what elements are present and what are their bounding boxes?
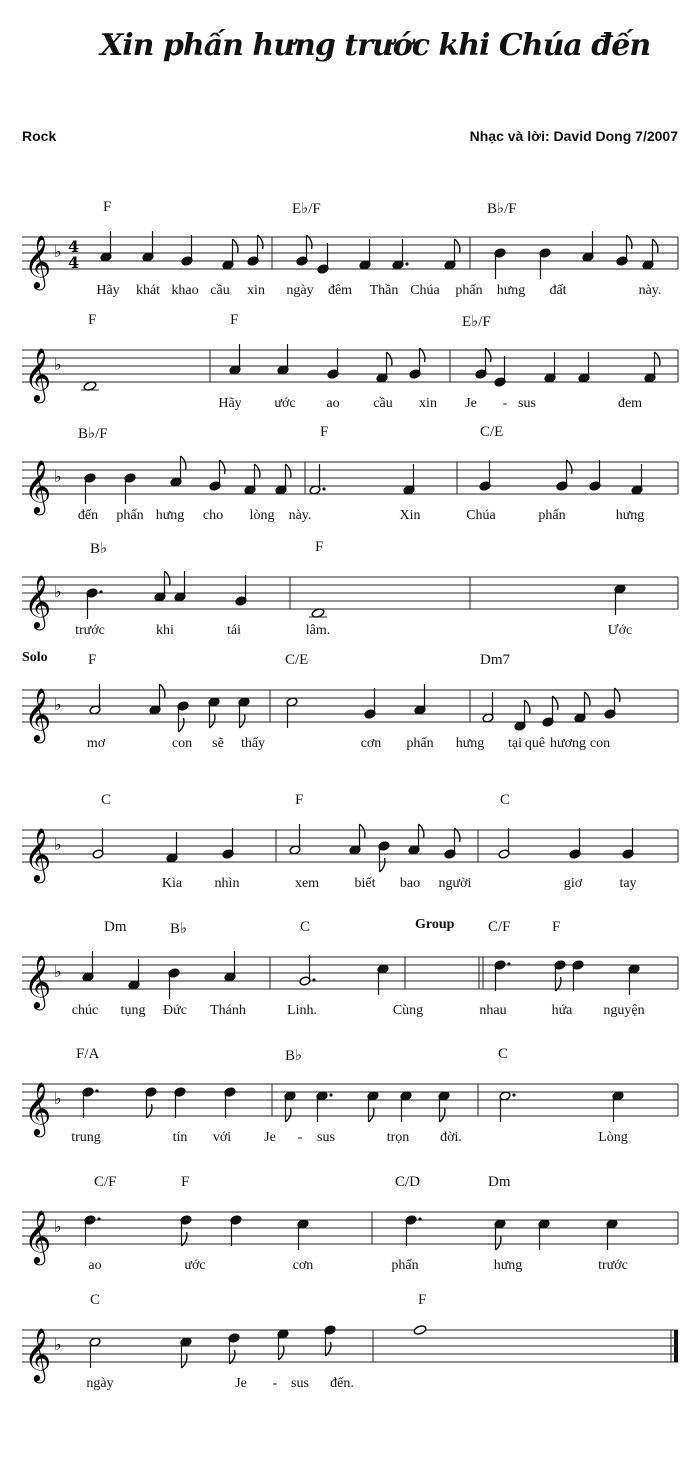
lyric-syllable: Je: [235, 1376, 247, 1391]
note: [128, 959, 140, 990]
lyric-syllable: khao: [171, 283, 199, 298]
treble-clef-icon: 𝄞: [24, 347, 52, 401]
note: [494, 248, 506, 279]
lyric-syllable: phấn: [538, 508, 566, 523]
lyric-syllable: cầu: [373, 396, 393, 411]
lyric-syllable: xin: [419, 396, 437, 411]
song-title: [100, 22, 651, 112]
lyric-syllable: hưng: [615, 508, 645, 523]
note: [222, 239, 238, 270]
note: [82, 1087, 99, 1118]
note: [275, 464, 291, 495]
note: [622, 828, 634, 859]
lyric-syllable: xin: [247, 283, 265, 298]
lyric-syllable: tín: [172, 1130, 188, 1145]
lyric-syllable: hưng: [455, 736, 485, 751]
lyric-syllable: phấn: [455, 283, 483, 298]
note: [642, 239, 658, 270]
note: [614, 584, 626, 615]
lyric-syllable: ngày: [86, 1376, 114, 1391]
note: [499, 1091, 516, 1122]
note: [377, 964, 389, 995]
key-signature-flat-icon: ♭: [54, 962, 62, 981]
note: [498, 828, 510, 859]
note: [174, 1087, 186, 1118]
chord-symbol: E♭/F: [462, 314, 491, 330]
note: [349, 824, 365, 855]
lyric-syllable: này.: [638, 283, 662, 298]
chord-symbol: C/E: [285, 652, 309, 668]
lyric-syllable: sus: [317, 1130, 335, 1145]
note: [631, 464, 643, 495]
note: [494, 356, 506, 387]
key-signature-flat-icon: ♭: [54, 355, 62, 374]
note: [277, 1329, 289, 1360]
note: [367, 1091, 379, 1122]
lyric-syllable: quê: [524, 736, 546, 751]
lyric-syllable: hưng: [155, 508, 185, 523]
song-title-text: Xin phấn hưng trước khi Chúa đến: [100, 28, 651, 63]
note: [494, 1219, 506, 1250]
note: [554, 960, 566, 991]
lyric-syllable: Hãy: [218, 396, 242, 411]
staff-svg: [0, 1180, 700, 1305]
chord-symbol: F: [230, 312, 239, 328]
time-signature: 4: [68, 237, 80, 256]
lyric-syllable: tái: [227, 623, 241, 638]
chord-symbol: C/F: [488, 919, 511, 935]
treble-clef-icon: 𝄞: [24, 574, 52, 628]
lyric-syllable: Ước: [607, 623, 633, 638]
note: [444, 239, 460, 270]
time-signature: 4: [68, 253, 80, 272]
note: [606, 1219, 618, 1250]
note: [544, 352, 556, 383]
chord-symbol: C: [500, 792, 511, 808]
lyric-syllable: Đức: [163, 1003, 187, 1018]
lyric-syllable: tại: [508, 736, 522, 751]
key-signature-flat-icon: ♭: [54, 582, 62, 601]
note: [408, 824, 424, 855]
lyric-syllable: này.: [288, 508, 312, 523]
lyric-syllable: hưng: [493, 1258, 523, 1273]
treble-clef-icon: 𝄞: [24, 827, 52, 881]
chord-symbol: C: [498, 1046, 509, 1062]
lyric-syllable: bao: [399, 876, 421, 891]
chord-symbol: B♭/F: [78, 426, 108, 442]
note: [86, 588, 103, 619]
note: [222, 828, 234, 859]
staff-system: [0, 650, 700, 783]
staff-system: [0, 424, 700, 555]
section-marker: Group: [415, 917, 455, 932]
lyric-syllable: Hãy: [96, 283, 120, 298]
staff-system: [0, 199, 700, 330]
lyric-syllable: trọn: [386, 1130, 410, 1145]
note: [403, 464, 415, 495]
note: [277, 344, 289, 375]
note: [289, 824, 301, 855]
note: [514, 700, 530, 731]
note: [149, 684, 165, 715]
treble-clef-icon: 𝄞: [24, 1327, 52, 1381]
lyric-syllable: người: [438, 876, 472, 891]
note: [376, 352, 392, 383]
lyric-syllable: phấn: [116, 508, 144, 523]
note: [297, 1219, 309, 1250]
lyric-syllable: cầu: [210, 283, 230, 298]
note: [309, 464, 326, 495]
chord-symbol: C/D: [395, 1174, 421, 1190]
lyric-syllable: đêm: [327, 283, 353, 298]
lyric-syllable: Xin: [399, 508, 421, 523]
staff-svg: [0, 658, 700, 783]
chord-symbol: B♭: [285, 1048, 303, 1064]
note: [317, 243, 329, 274]
lyric-syllable: hưng: [496, 283, 526, 298]
note: [142, 231, 154, 262]
key-signature-flat-icon: ♭: [54, 1089, 62, 1108]
chord-symbol: B♭: [170, 921, 188, 937]
lyric-syllable: đến: [77, 508, 99, 523]
note: [89, 684, 101, 715]
note: [628, 964, 640, 995]
note: [166, 832, 178, 863]
lyric-syllable: cho: [202, 508, 224, 523]
composer-credit: Nhạc và lời: David Dong 7/2007: [469, 128, 678, 144]
note: [378, 841, 390, 872]
lyric-syllable: ao: [88, 1258, 102, 1273]
lyric-syllable: phấn: [406, 736, 434, 751]
chord-symbol: Dm: [488, 1174, 511, 1190]
treble-clef-icon: 𝄞: [24, 1081, 52, 1135]
lyric-syllable: trung: [71, 1130, 101, 1145]
lyric-syllable: -: [502, 396, 508, 411]
lyric-syllable: sus: [518, 396, 536, 411]
chord-symbol: C: [101, 792, 112, 808]
key-signature-flat-icon: ♭: [54, 1217, 62, 1236]
lyric-syllable: chúc: [71, 1003, 99, 1018]
note: [589, 460, 601, 491]
lyric-syllable: lâm.: [305, 623, 331, 638]
note: [177, 701, 189, 732]
lyric-syllable: con: [171, 736, 193, 751]
chord-symbol: C/E: [480, 424, 504, 440]
chord-symbol: F: [103, 199, 112, 215]
note: [89, 1337, 101, 1368]
lyric-syllable: khi: [156, 623, 174, 638]
chord-symbol: B♭/F: [487, 201, 517, 217]
note: [238, 697, 250, 728]
lyric-syllable: phấn: [391, 1258, 419, 1273]
note: [316, 1091, 333, 1122]
lyric-syllable: Chúa: [410, 283, 440, 298]
note: [538, 1219, 550, 1250]
note: [569, 828, 581, 859]
lyric-syllable: đất: [549, 283, 567, 298]
note: [438, 1091, 450, 1122]
staff-system: [0, 792, 700, 923]
lyric-syllable: ao: [326, 396, 340, 411]
note: [84, 1215, 101, 1246]
key-signature-flat-icon: ♭: [54, 695, 62, 714]
note: [84, 473, 96, 504]
lyric-syllable: Lòng: [598, 1130, 628, 1145]
note: [578, 352, 590, 383]
chord-symbol: Dm: [104, 919, 127, 935]
note: [180, 1215, 192, 1246]
lyric-syllable: -: [272, 1376, 278, 1391]
chord-symbol: F: [181, 1174, 190, 1190]
staff-svg: [0, 430, 700, 555]
note: [174, 571, 186, 602]
treble-clef-icon: 𝄞: [24, 234, 52, 288]
note: [494, 960, 511, 991]
lyric-syllable: ước: [274, 396, 296, 411]
chord-symbol: F: [418, 1292, 427, 1308]
note: [154, 571, 170, 602]
note: [414, 684, 426, 715]
note: [230, 1215, 242, 1246]
note: [82, 951, 94, 982]
staff-system: [0, 539, 700, 670]
note: [145, 1087, 157, 1118]
note: [92, 828, 104, 859]
lyric-syllable: khát: [135, 283, 161, 298]
note: [327, 348, 339, 379]
lyric-syllable: Kìa: [161, 876, 183, 891]
lyric-syllable: Chúa: [466, 508, 496, 523]
staff-system: [0, 917, 700, 1050]
note: [208, 697, 220, 728]
note: [180, 1337, 192, 1368]
lyric-syllable: Je: [264, 1130, 276, 1145]
note: [235, 575, 247, 606]
lyric-syllable: đời.: [440, 1130, 462, 1145]
staff-svg: [0, 1298, 700, 1423]
lyric-syllable: hương: [550, 736, 586, 751]
lyric-syllable: lòng: [249, 508, 275, 523]
note: [286, 697, 298, 728]
lyric-syllable: sẽ: [212, 736, 224, 751]
staff-svg: [0, 545, 700, 670]
lyric-syllable: với: [212, 1130, 232, 1145]
note: [479, 460, 491, 491]
note: [224, 951, 236, 982]
staff-system: [0, 1046, 700, 1177]
lyric-syllable: sus: [291, 1376, 309, 1391]
staff-system: [0, 1292, 700, 1423]
lyric-syllable: ngày: [286, 283, 314, 298]
note: [574, 692, 590, 723]
note: [572, 960, 584, 991]
key-signature-flat-icon: ♭: [54, 835, 62, 854]
chord-symbol: F: [88, 652, 97, 668]
chord-symbol: F: [88, 312, 97, 328]
chord-symbol: F: [315, 539, 324, 555]
lyric-syllable: đến.: [330, 1376, 354, 1391]
note: [224, 1087, 236, 1118]
note: [170, 456, 186, 487]
note: [413, 1325, 427, 1336]
lyric-syllable: cơn: [292, 1258, 314, 1273]
lyric-syllable: trước: [598, 1258, 628, 1273]
lyric-syllable: nhìn: [214, 876, 240, 891]
chord-symbol: C/F: [94, 1174, 117, 1190]
lyric-syllable: Je: [465, 396, 477, 411]
lyric-syllable: đem: [617, 396, 643, 411]
section-marker: Solo: [22, 650, 48, 665]
chord-symbol: F: [320, 424, 329, 440]
lyric-syllable: Cùng: [392, 1003, 424, 1018]
lyric-syllable: xem: [294, 876, 320, 891]
key-signature-flat-icon: ♭: [54, 242, 62, 261]
note: [229, 344, 241, 375]
lyric-syllable: biết: [354, 876, 376, 891]
lyric-syllable: giơ: [563, 876, 583, 891]
lyric-syllable: Thánh: [210, 1003, 246, 1018]
note: [228, 1333, 240, 1364]
note: [359, 239, 371, 270]
treble-clef-icon: 𝄞: [24, 1209, 52, 1263]
chord-symbol: E♭/F: [292, 201, 321, 217]
style-label: Rock: [22, 128, 57, 144]
staff-svg: [0, 798, 700, 923]
lyric-syllable: con: [589, 736, 611, 751]
chord-symbol: B♭: [90, 541, 108, 557]
lyric-syllable: thấy: [240, 736, 266, 751]
treble-clef-icon: 𝄞: [24, 687, 52, 741]
treble-clef-icon: 𝄞: [24, 954, 52, 1008]
note: [400, 1091, 412, 1122]
chord-symbol: F: [552, 919, 561, 935]
note: [124, 473, 136, 504]
chord-symbol: Dm7: [480, 652, 510, 668]
staff-system: [0, 1174, 700, 1305]
staff-svg: [0, 205, 700, 330]
lyric-syllable: mơ: [86, 736, 106, 751]
lyric-syllable: trước: [75, 623, 105, 638]
lyric-syllable: hứa: [551, 1003, 573, 1018]
treble-clef-icon: 𝄞: [24, 459, 52, 513]
note: [244, 464, 260, 495]
note: [324, 1325, 336, 1356]
staff-svg: [0, 1052, 700, 1177]
staff-svg: [0, 925, 700, 1050]
note: [405, 1215, 422, 1246]
note: [482, 692, 494, 723]
chord-symbol: F: [295, 792, 304, 808]
note: [612, 1091, 624, 1122]
lyric-syllable: ước: [184, 1258, 206, 1273]
lyric-syllable: cơn: [360, 736, 382, 751]
note: [100, 231, 112, 262]
lyric-syllable: Thần: [369, 283, 399, 298]
lyric-syllable: nhau: [479, 1003, 507, 1018]
chord-symbol: C: [300, 919, 311, 935]
note: [168, 968, 180, 999]
note: [539, 248, 551, 279]
lyric-syllable: tụng: [120, 1003, 146, 1018]
chord-symbol: C: [90, 1292, 101, 1308]
key-signature-flat-icon: ♭: [54, 1335, 62, 1354]
note: [582, 231, 594, 262]
lyric-syllable: -: [297, 1130, 303, 1145]
note: [364, 688, 376, 719]
note: [644, 352, 660, 383]
lyric-syllable: Linh.: [287, 1003, 317, 1018]
note: [392, 239, 409, 270]
lyric-syllable: nguyện: [603, 1003, 645, 1018]
lyric-syllable: tay: [619, 876, 637, 891]
key-signature-flat-icon: ♭: [54, 467, 62, 486]
note: [181, 235, 193, 266]
note: [284, 1091, 296, 1122]
chord-symbol: F/A: [76, 1046, 100, 1062]
